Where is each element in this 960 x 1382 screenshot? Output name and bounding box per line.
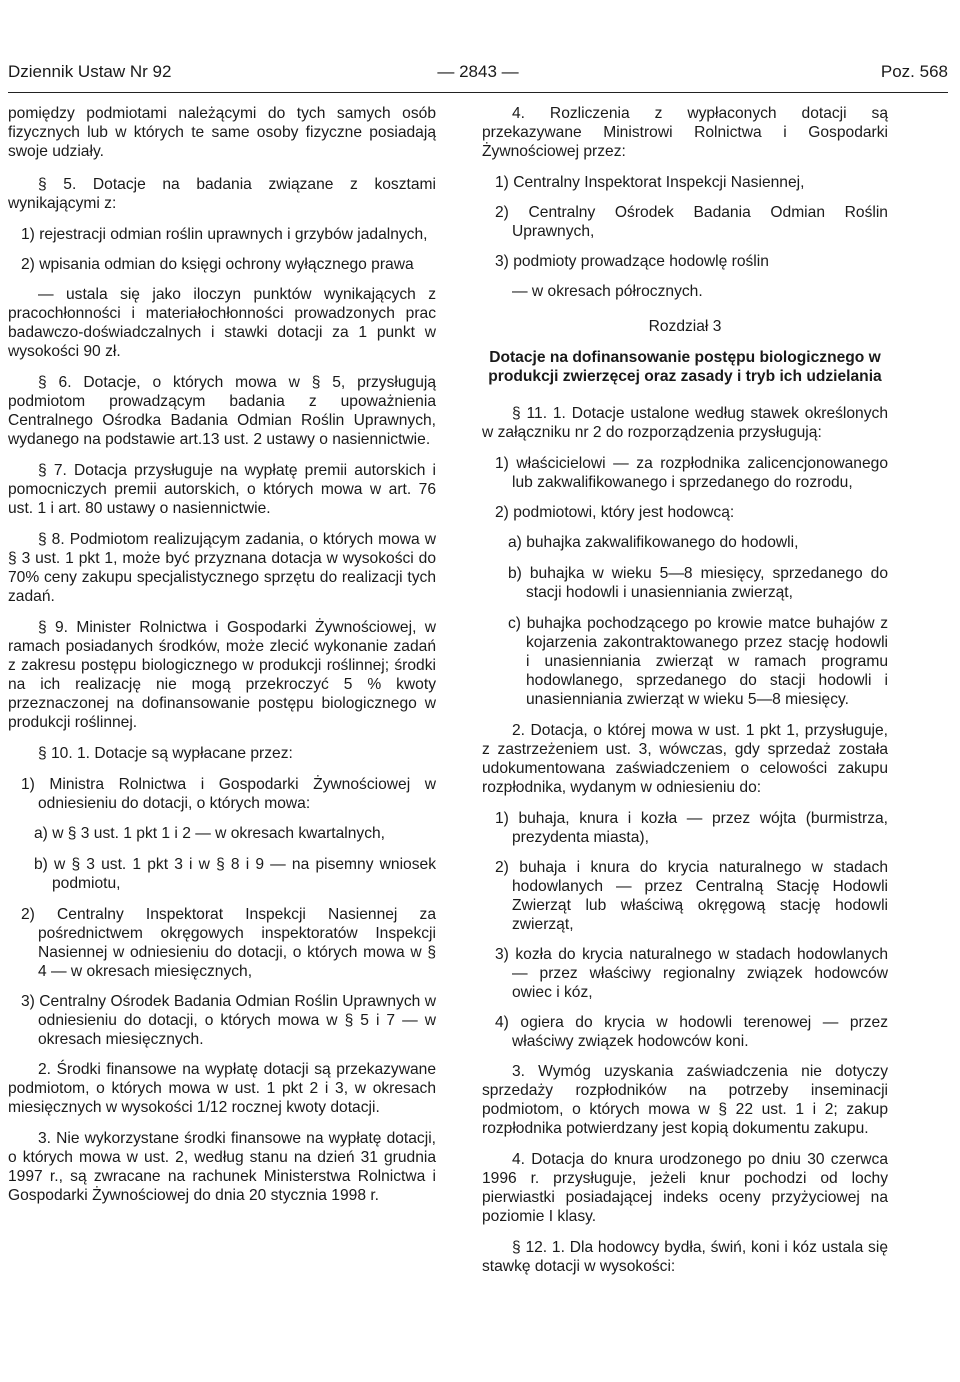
- paragraph: § 6. Dotacje, o których mowa w § 5, przysługują podmiotom prowadzącym badania z upoważnienia Centralnego Ośrodka Badania Odmian Roślin Uprawnych, wydanego na podstawie art.13 ust. 2 ustawy o nasiennictwie.: [8, 374, 436, 448]
- paragraph: 2. Środki finansowe na wypłatę dotacji są przekazywane podmiotom, o których mowa w ust. 1 pkt 2 i 3, w okresach miesięcznych w wysokości 1/12 rocznej kwoty dotacji.: [8, 1061, 436, 1116]
- sub-list-item: b) buhajka w wieku 5—8 miesięcy, sprzedanego do stacji hodowli i unasienniania zwierząt,: [508, 565, 888, 601]
- paragraph: 3. Wymóg uzyskania zaświadczenia nie dotyczy sprzedaży rozpłodników na potrzeby inseminacji podmiotom, o których mowa w § 22 ust. 1 i 2; zakup rozpłodnika potwierdzany jest kopią dokumentu zakupu.: [482, 1063, 888, 1137]
- list-item: 2) Centralny Ośrodek Badania Odmian Roślin Uprawnych,: [495, 204, 888, 240]
- position-number: Poz. 568: [880, 62, 948, 81]
- left-column: [8, 104, 436, 1217]
- paragraph: 2. Dotacja, o której mowa w ust. 1 pkt 1, przysługuje, z zastrzeżeniem ust. 3, wówczas, gdy sprzedaż została udokumentowana zaświadczeniem o celowości zakupu rozpłodnika, wydanym w odniesieniu do:: [482, 722, 888, 796]
- paragraph: § 12. 1. Dla hodowcy bydła, świń, koni i kóz ustala się stawkę dotacji w wysokości:: [482, 1239, 888, 1275]
- paragraph: 4. Rozliczenia z wypłaconych dotacji są przekazywane Ministrowi Rolnictwa i Gospodarki Żywnościowej przez:: [482, 105, 888, 160]
- list-item: 3) Centralny Ośrodek Badania Odmian Roślin Uprawnych w odniesieniu do dotacji, o których mowa w § 5 i 7 — w okresach miesięcznych.: [21, 993, 436, 1048]
- page-number: — 2843 —: [437, 62, 519, 81]
- sub-list-item: b) w § 3 ust. 1 pkt 3 i w § 8 i 9 — na pisemny wniosek podmiotu,: [34, 856, 436, 892]
- list-item: 2) wpisania odmian do księgi ochrony wyłącznego prawa: [21, 256, 414, 273]
- page-header: [8, 58, 948, 93]
- list-item: 1) właścicielowi — za rozpłodnika zalicencjonowanego lub zakwalifikowanego i sprzedanego do rozrodu,: [495, 455, 888, 491]
- list-item: 1) Centralny Inspektorat Inspekcji Nasiennej,: [495, 174, 805, 191]
- paragraph: § 8. Podmiotom realizującym zadania, o których mowa w § 3 ust. 1 pkt 1, może być przyznana dotacja w wysokości do 70% ceny zakupu specjalistycznego sprzętu do realizacji tych zadań.: [8, 531, 436, 605]
- list-item: 2) Centralny Inspektorat Inspekcji Nasiennej za pośrednictwem okręgowych inspektoratów Inspekcji Nasiennej w odniesieniu do dotacji, o których mowa w § 4 — w okresach miesięcznych,: [21, 906, 436, 980]
- paragraph: § 5. Dotacje na badania związane z kosztami wynikającymi z:: [8, 176, 436, 212]
- paragraph: — ustala się jako iloczyn punktów wynikających z pracochłonności i materiałochłonności prowadzonych prac badawczo-doświadczalnych i stawki dotacji za 1 punkt w wysokości 90 zł.: [8, 286, 436, 360]
- list-item: 1) rejestracji odmian roślin uprawnych i grzybów jadalnych,: [21, 226, 428, 243]
- paragraph: § 11. 1. Dotacje ustalone według stawek określonych w załączniku nr 2 do rozporządzenia przysługują:: [482, 405, 888, 441]
- paragraph: 3. Nie wykorzystane środki finansowe na wypłatę dotacji, o których mowa w ust. 2, według stanu na dzień 31 grudnia 1997 r., są zwracane na rachunek Ministerstwa Rolnictwa i Gospodarki Żywnościowej do dnia 20 stycznia 1998 r.: [8, 1130, 436, 1204]
- paragraph: § 7. Dotacja przysługuje na wypłatę premii autorskich i pomocniczych premii autorskich, o których mowa w art. 76 ust. 1 i art. 80 ustawy o nasiennictwie.: [8, 462, 436, 517]
- right-column: [482, 104, 888, 1288]
- paragraph: § 9. Minister Rolnictwa i Gospodarki Żywnościowej, w ramach posiadanych środków, może zlecić wykonanie zadań z zakresu postępu biologicznego w produkcji roślinnej; środki na ich realizację nie mogą przekroczyć 5 % kwoty przeznaczonej na dofinansowanie postępu biologicznego w produkcji roślinnej.: [8, 619, 436, 731]
- list-item: 2) buhaja i knura do krycia naturalnego w stadach hodowlanych — przez Centralną Stację Hodowli Zwierząt lub właściwą okręgową stację hodowli zwierząt,: [495, 859, 888, 933]
- list-item: 2) podmiotowi, który jest hodowcą:: [495, 504, 735, 521]
- sub-list-item: a) w § 3 ust. 1 pkt 1 i 2 — w okresach kwartalnych,: [34, 825, 386, 842]
- chapter-title: Dotacje na dofinansowanie postępu biologicznego w produkcji zwierzęcej oraz zasady i tryb ich udzielania: [488, 349, 882, 385]
- paragraph: § 10. 1. Dotacje są wypłacane przez:: [38, 745, 293, 762]
- journal-title: Dziennik Ustaw Nr 92: [8, 62, 172, 81]
- list-item: 1) buhaja, knura i kozła — przez wójta (burmistrza, prezydenta miasta),: [495, 810, 888, 846]
- paragraph: — w okresach półrocznych.: [512, 283, 703, 300]
- list-item: 4) ogiera do krycia w hodowli terenowej — przez właściwy związek hodowców koni.: [495, 1014, 888, 1050]
- continued-paragraph: pomiędzy podmiotami należącymi do tych samych osób fizycznych lub w których te same osoby fizyczne posiadają swoje udziały.: [8, 105, 436, 160]
- sub-list-item: c) buhajka pochodzącego po krowie matce buhajów z kojarzenia zakontraktowanego przez stację hodowli i unasienniania zwierząt w ramach programu hodowlanego, sprzedanego do stacji hodowli i unasienniania zwierząt w wieku 5—8 miesięcy.: [508, 615, 888, 708]
- list-item: 3) podmioty prowadzące hodowlę roślin: [495, 253, 769, 270]
- sub-list-item: a) buhajka zakwalifikowanego do hodowli,: [508, 534, 799, 551]
- list-item: 1) Ministra Rolnictwa i Gospodarki Żywnościowej w odniesieniu do dotacji, o których mowa:: [21, 776, 436, 812]
- list-item: 3) kozła do krycia naturalnego w stadach hodowlanych — przez właściwy regionalny związek hodowców owiec i kóz,: [495, 946, 888, 1001]
- chapter-heading: Rozdział 3: [648, 318, 722, 335]
- paragraph: 4. Dotacja do knura urodzonego po dniu 30 czerwca 1996 r. przysługuje, jeżeli knur pochodzi od lochy pierwiastki posiadającej indeks oceny przyżyciowej na poziomie I klasy.: [482, 1151, 888, 1225]
